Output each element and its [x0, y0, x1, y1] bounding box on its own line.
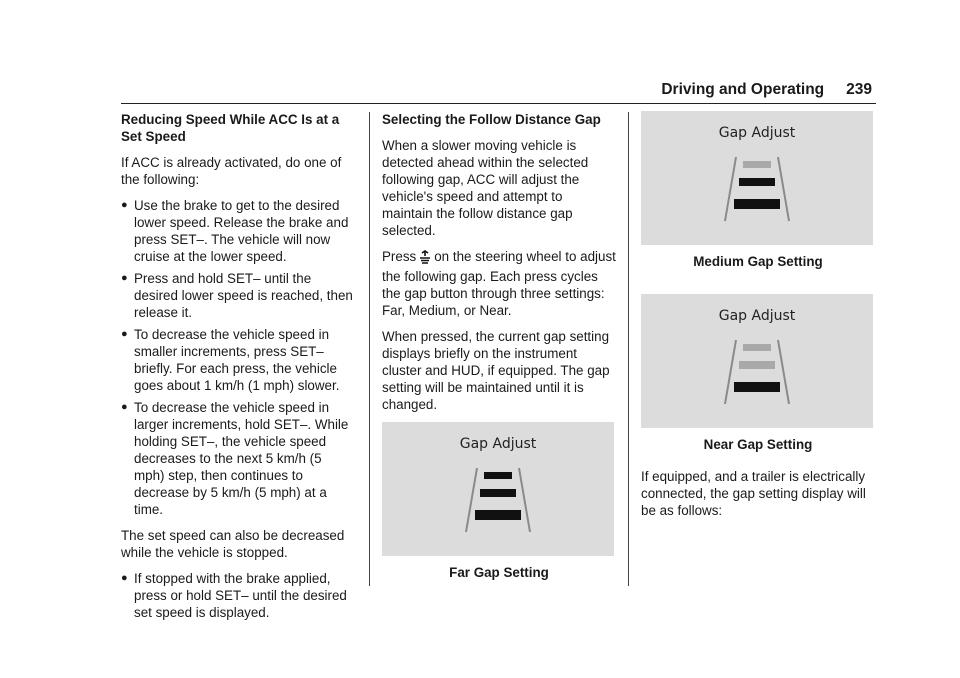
page-header — [661, 81, 872, 98]
figure-title: Gap Adjust — [459, 436, 537, 452]
column-divider — [628, 112, 629, 586]
paragraph: When pressed, the current gap setting displays briefly on the instrument cluster and HUD, if equipped. The gap setting will be maintained until it is changed. — [382, 329, 610, 412]
figure-caption: Medium Gap Setting — [693, 254, 823, 269]
gap-bar-filled — [480, 489, 516, 497]
gap-bar-empty — [743, 161, 771, 168]
list-item — [121, 270, 355, 321]
paragraph-text: Press — [382, 249, 417, 264]
bullet-icon: ● — [121, 401, 128, 413]
list-item — [121, 326, 355, 394]
bullet-icon: ● — [121, 328, 128, 340]
column-divider — [369, 112, 370, 586]
gap-bar-filled — [739, 178, 775, 186]
list-item — [121, 399, 355, 518]
road-edge-left — [725, 340, 736, 404]
section-heading: Reducing Speed While ACC Is at a Set Speed — [121, 112, 340, 144]
column-1 — [121, 111, 355, 630]
list-item-text: To decrease the vehicle speed in larger increments, hold SET–. While holding SET–, the vehicle speed decreases to the next 5 km/h (5 mph) step, then continues to decrease by 5 km/h (5 mph) at a time. — [134, 400, 349, 517]
bullet-icon: ● — [121, 572, 128, 584]
section-heading: Selecting the Follow Distance Gap — [382, 112, 601, 127]
paragraph: When a slower moving vehicle is detected ahead within the selected following gap, ACC will adjust the vehicle's speed and attempt to maintain the follow distance gap selected. — [382, 138, 589, 238]
gap-bars-graphic — [641, 111, 873, 245]
list-item-text: To decrease the vehicle speed in smaller increments, press SET– briefly. For each press, the vehicle goes about 1 km/h (1 mph) slower. — [134, 327, 340, 393]
figure-caption: Far Gap Setting — [449, 565, 549, 580]
gap-bar-empty — [743, 344, 771, 351]
road-edge-right — [778, 157, 789, 221]
figure-caption: Near Gap Setting — [703, 437, 813, 452]
gap-adjust-figure-medium — [641, 111, 873, 245]
section-title: Driving and Operating — [661, 81, 825, 98]
list-item-text: Press and hold SET– until the desired lower speed is reached, then release it. — [134, 271, 353, 320]
list-item-text: If stopped with the brake applied, press or hold SET– until the desired set speed is displayed. — [134, 571, 347, 620]
bullet-icon: ● — [121, 272, 128, 284]
paragraph: If equipped, and a trailer is electrically connected, the gap setting display will be as follows: — [641, 469, 866, 518]
road-edge-left — [466, 468, 477, 532]
column-2 — [382, 111, 616, 581]
gap-bar-filled — [734, 199, 780, 209]
list-item — [121, 570, 355, 621]
gap-bars-graphic — [382, 422, 614, 556]
follow-distance-gap-icon — [418, 250, 432, 268]
gap-adjust-figure-near — [641, 294, 873, 428]
figure-title: Gap Adjust — [718, 125, 796, 141]
paragraph — [382, 248, 616, 319]
list-item — [121, 197, 355, 265]
gap-bars-graphic — [641, 294, 873, 428]
header-rule — [121, 103, 876, 104]
road-edge-left — [725, 157, 736, 221]
gap-adjust-figure-far — [382, 422, 614, 556]
bullet-icon: ● — [121, 199, 128, 211]
bullet-list — [121, 570, 355, 621]
column-3 — [641, 111, 875, 528]
bullet-list — [121, 197, 355, 518]
gap-bar-empty — [739, 361, 775, 369]
gap-bar-filled — [734, 382, 780, 392]
figure-title: Gap Adjust — [718, 308, 796, 324]
gap-bar-filled — [475, 510, 521, 520]
page-number: 239 — [846, 81, 872, 98]
gap-bar-filled — [484, 472, 512, 479]
paragraph: The set speed can also be decreased while the vehicle is stopped. — [121, 528, 345, 560]
paragraph-text: on the steering wheel to adjust the following gap. Each press cycles the gap button through three settings: Far, Medium, or Near. — [382, 249, 616, 318]
list-item-text: Use the brake to get to the desired lower speed. Release the brake and press SET–. The vehicle will now cruise at the lower speed. — [134, 198, 349, 264]
road-edge-right — [778, 340, 789, 404]
road-edge-right — [519, 468, 530, 532]
paragraph: If ACC is already activated, do one of the following: — [121, 155, 342, 187]
